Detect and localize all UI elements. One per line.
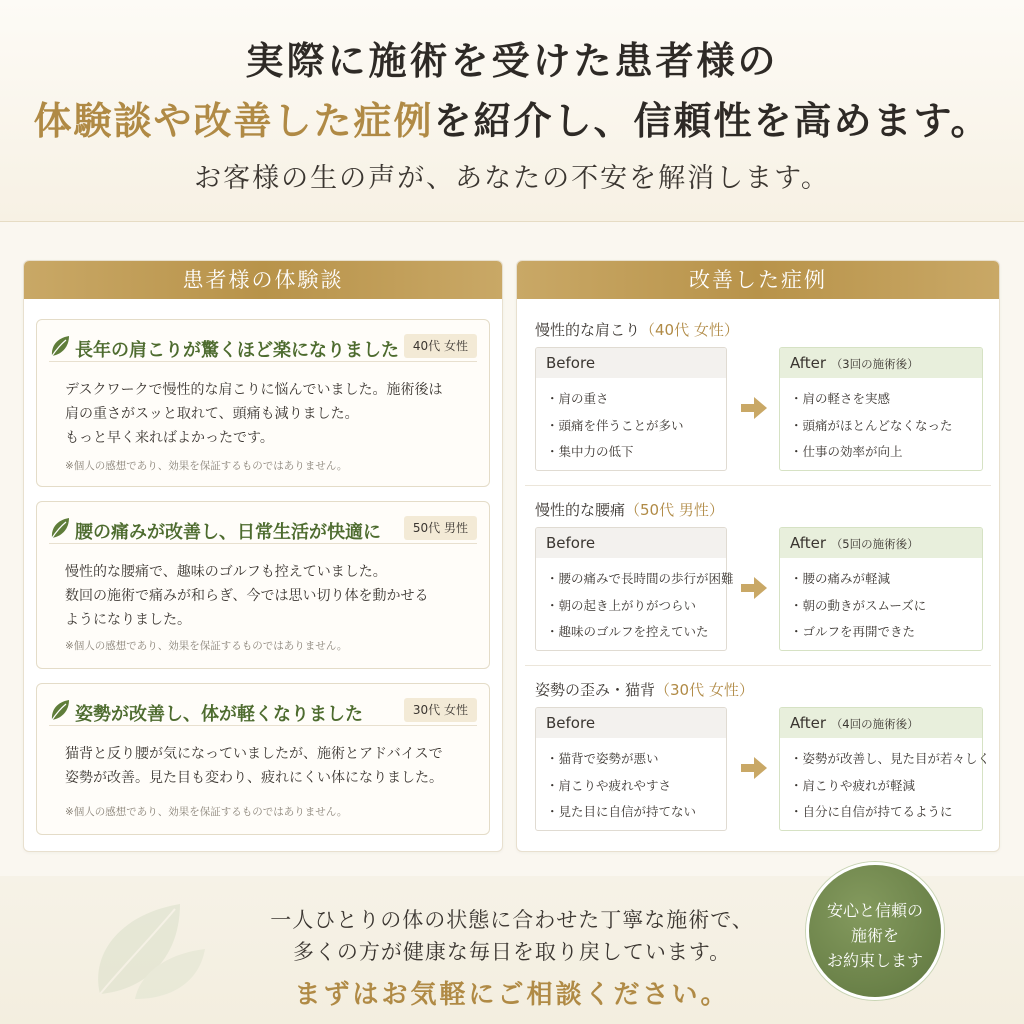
list-item: ・集中力の低下 [546, 444, 634, 459]
arrow-right-icon [741, 577, 767, 599]
after-box [779, 707, 991, 831]
case-condition: 姿勢の歪み・猫背 [535, 681, 656, 699]
headline-accent: 体験談や改善した症例 [33, 98, 434, 143]
age-tag: 30代 女性 [404, 698, 477, 722]
before-label: Before [536, 348, 726, 378]
after-header [780, 528, 982, 558]
list-item: ・見た目に自信が持てない [546, 804, 697, 819]
testimonials-heading: 患者様の体験談 [24, 261, 502, 299]
before-box [535, 347, 727, 471]
testimonial-title: 腰の痛みが改善し、日常生活が快適に [75, 522, 381, 543]
testimonial-line: デスクワークで慢性的な肩こりに悩んでいました。施術後は [65, 382, 443, 398]
headline-line-1: 実際に施術を受けた患者様の [245, 38, 779, 83]
footer-line-2: 多くの方が健康な毎日を取り戻しています。 [292, 940, 732, 964]
testimonial-body [65, 378, 475, 450]
list-item: ・猫背で姿勢が悪い [546, 751, 659, 766]
testimonial-title-row [49, 514, 477, 544]
before-box [535, 707, 727, 831]
before-list [536, 378, 726, 466]
testimonial-title-row [49, 696, 477, 726]
testimonial-line: 数回の施術で痛みが和らぎ、今では思い切り体を動かせる [65, 588, 429, 604]
after-box [779, 527, 983, 651]
list-item: ・ゴルフを再開できた [790, 624, 916, 639]
testimonial-line: 肩の重さがスッと取れて、頭痛も減りました。 [65, 406, 359, 422]
after-list [780, 738, 991, 826]
before-label: Before [536, 708, 726, 738]
case-title [535, 319, 739, 340]
after-label: After [790, 534, 827, 552]
list-item: ・肩こりや疲れやすさ [546, 777, 672, 793]
arrow-right-icon [741, 397, 767, 419]
testimonial-title: 長年の肩こりが驚くほど楽になりました [75, 340, 399, 361]
after-box [779, 347, 983, 471]
leaf-icon [49, 516, 71, 540]
after-list [780, 378, 982, 466]
testimonial-body [65, 560, 475, 632]
list-item: ・自分に自信が持てるように [790, 804, 953, 819]
footer-cta: まずはお気軽にご相談ください。 [294, 980, 730, 1010]
badge-line: 安心と信頼の [826, 901, 923, 920]
after-note: （5回の施術後） [830, 537, 919, 551]
divider [525, 665, 991, 666]
before-box [535, 527, 734, 651]
list-item: ・朝の動きがスムーズに [790, 597, 927, 613]
list-item: ・頭痛を伴うことが多い [546, 417, 684, 433]
before-list [536, 558, 734, 646]
after-label: After [790, 714, 827, 732]
testimonial-body [65, 742, 475, 790]
list-item: ・肩の重さ [546, 391, 609, 406]
disclaimer-note: ※個人の感想であり、効果を保証するものではありません。 [65, 460, 348, 472]
testimonial-line: 姿勢が改善。見た目も変わり、疲れにくい体になりました。 [65, 770, 443, 786]
disclaimer-note: ※個人の感想であり、効果を保証するものではありません。 [65, 640, 348, 652]
case-age: （30代 女性） [655, 681, 754, 699]
divider [525, 485, 991, 486]
leaf-icon [49, 698, 71, 722]
after-label: After [790, 354, 827, 372]
testimonial-line: 慢性的な腰痛で、趣味のゴルフも控えていました。 [65, 564, 387, 580]
after-list [780, 558, 982, 646]
leaf-icon [49, 334, 71, 358]
footer-line-1: 一人ひとりの体の状態に合わせた丁寧な施術で、 [270, 908, 754, 932]
case-age: （50代 男性） [625, 501, 724, 519]
testimonial-title-row [49, 332, 477, 362]
list-item: ・姿勢が改善し、見た目が若々しく [790, 751, 991, 766]
case-title [535, 679, 754, 700]
headline-rest: を紹介し、信頼性を高めます。 [433, 98, 991, 143]
badge-line: お約束します [826, 951, 923, 970]
subheadline: お客様の生の声が、あなたの不安を解消します。 [194, 163, 830, 194]
case-title [535, 499, 724, 520]
after-header [780, 708, 982, 738]
age-tag: 50代 男性 [404, 516, 477, 540]
badge-line: 施術を [850, 926, 899, 945]
after-header [780, 348, 982, 378]
case-study [533, 319, 983, 473]
header [0, 0, 1024, 222]
list-item: ・腰の痛みで長時間の歩行が困難 [546, 571, 734, 586]
testimonial-title: 姿勢が改善し、体が軽くなりました [75, 704, 363, 725]
testimonials-panel [23, 260, 503, 852]
case-age: （40代 女性） [640, 321, 739, 339]
case-study [533, 499, 983, 653]
before-label: Before [536, 528, 726, 558]
after-note: （4回の施術後） [830, 717, 919, 731]
testimonial-line: 猫背と反り腰が気になっていましたが、施術とアドバイスで [65, 746, 443, 762]
headline-line-2 [0, 90, 1024, 145]
list-item: ・肩の軽さを実感 [790, 391, 891, 406]
testimonial-card [36, 319, 490, 487]
arrow-right-icon [741, 757, 767, 779]
list-item: ・頭痛がほとんどなくなった [790, 417, 953, 433]
disclaimer-note: ※個人の感想であり、効果を保証するものではありません。 [65, 806, 348, 818]
before-list [536, 738, 726, 826]
list-item: ・腰の痛みが軽減 [790, 571, 891, 586]
cases-heading: 改善した症例 [517, 261, 999, 299]
list-item: ・趣味のゴルフを控えていた [546, 624, 709, 639]
testimonial-card [36, 683, 490, 835]
cases-panel [516, 260, 1000, 852]
case-study [533, 679, 991, 833]
list-item: ・肩こりや疲れが軽減 [790, 777, 916, 793]
case-condition: 慢性的な肩こり [535, 321, 641, 339]
list-item: ・仕事の効率が向上 [790, 444, 903, 459]
case-condition: 慢性的な腰痛 [535, 501, 626, 519]
testimonial-line: もっと早く来ればよかったです。 [65, 430, 274, 446]
trust-badge [806, 862, 944, 1000]
testimonial-line: ようになりました。 [65, 612, 191, 628]
after-note: （3回の施術後） [830, 357, 919, 371]
list-item: ・朝の起き上がりがつらい [546, 597, 697, 613]
testimonial-card [36, 501, 490, 669]
age-tag: 40代 女性 [404, 334, 477, 358]
